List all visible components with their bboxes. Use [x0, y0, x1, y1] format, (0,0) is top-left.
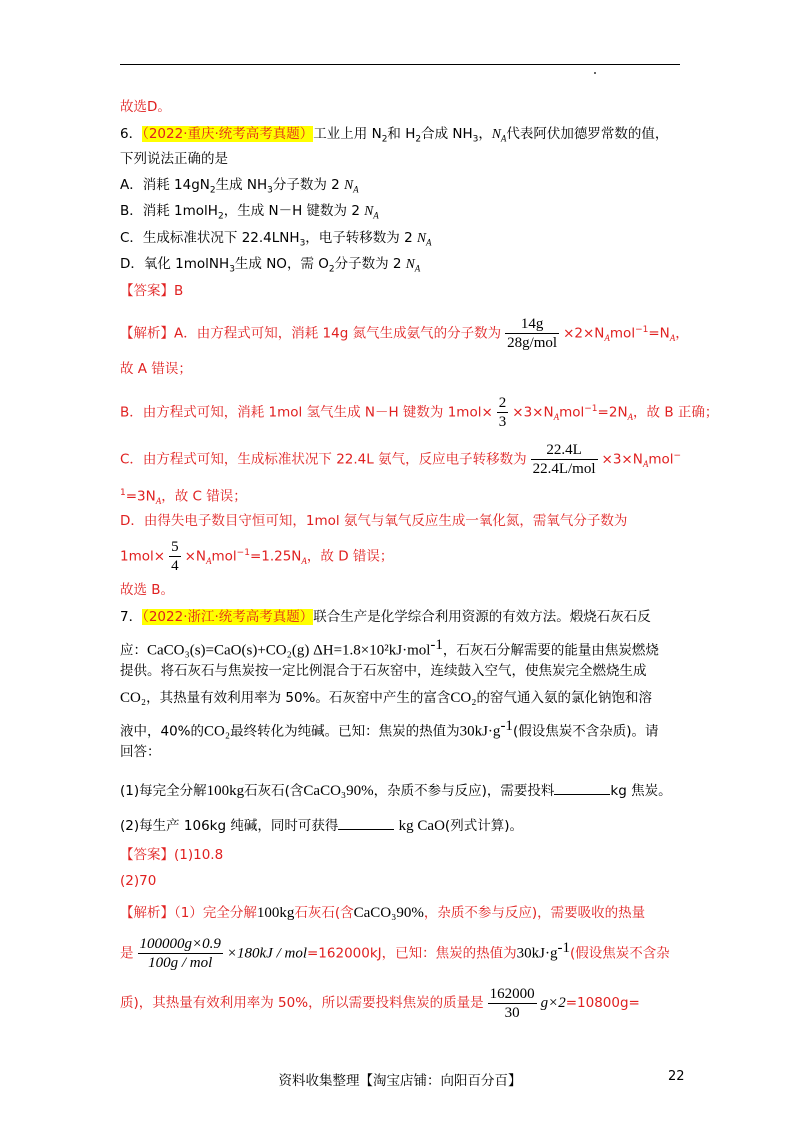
q7-source: （2022·浙江·统考高考真题） [142, 609, 314, 625]
header-rule [120, 64, 680, 65]
q6-stem-line2: 下列说法正确的是 [120, 151, 228, 167]
q7-number: 7． [120, 609, 143, 625]
q6-answer: 【答案】B [120, 283, 184, 299]
q7-stem-line3: 提供。将石灰石与焦炭按一定比例混合于石灰窑中，连续鼓入空气，使焦炭完全燃烧生成 [120, 663, 647, 679]
q6-conclusion: 故选 B。 [120, 582, 175, 598]
page-number: 22 [668, 1069, 685, 1084]
fraction-162000: $\frac{162000}{30}$ [489, 985, 535, 1021]
q6-stem-line1: 6．（2022·重庆·统考高考真题）工业上用 $N_2$和 $H_2$合成 $NH_3$，$N_A$代表阿伏加德罗常数的值， [120, 126, 669, 145]
q6-source: （2022·重庆·统考高考真题） [142, 126, 314, 142]
q7-explanation-line2: 是 $\frac{100000g\times 0.9}{\text{100g / mol}}$ ×180kJ / mol=162000kJ，已知：焦炭的热值为$30kJ\cdot g^{-1}$(假设焦炭不含杂 [120, 936, 670, 971]
q6-explanation-b: B．由方程式可知，消耗 1mol 氢气生成 N－H 键数为 1mol× $\frac{2}{3}$ $\times 3\times N_Amol^{-1}=2N_A$，故 B 正确； [120, 395, 719, 430]
fraction-2-3: $\frac{2}{3}$ [498, 395, 507, 430]
q7-stem-line5: 液中，40%的CO₂最终转化为纯碱。已知：焦炭的热值为$30kJ\cdot g^{-1}$(假设焦炭不含杂质)。请 [120, 718, 659, 740]
q7-subquestion-1: (1)每完全分解100kg石灰石(含CaCO₃90%，杂质不参与反应)，需要投料 kg 焦炭。 [120, 780, 672, 801]
answer-blank-1 [554, 780, 610, 795]
q6-explanation-d: D．由得失电子数目守恒可知，1mol 氨气与氧气反应生成一氧化氮，需氧气分子数为 [120, 513, 628, 529]
q7-stem-line2: 应：CaCO₃(s)=CaO(s)+CO₂(g) ΔH=1.8×10²kJ·mol$^{-1}$，石灰石分解需要的能量由焦炭燃烧 [120, 637, 659, 659]
q7-explanation-line3: 质)，其热量有效利用率为 50%，所以需要投料焦炭的质量是 $\frac{162000}{30}$ g×2=10800g= [120, 985, 640, 1021]
q6-option-d: D．氧化 1molNH$_3$生成 NO，需 $O_2$分子数为 2 $N_A$ [120, 256, 421, 275]
header-dot [594, 72, 596, 74]
fraction-100000: $\frac{100000g\times 0.9}{\text{100g / mol}}$ [139, 936, 221, 971]
q7-stem-line4: CO₂，其热量有效利用率为 50%。石灰窑中产生的富含CO₂的窑气通入氨的氯化钠饱和溶 [120, 690, 652, 706]
q6-number: 6． [120, 126, 143, 142]
q7-answer-2: (2)70 [120, 873, 157, 889]
q6-explanation-a-line2: 故 A 错误； [120, 361, 192, 377]
q7-answer-1: 【答案】(1)10.8 [120, 847, 224, 863]
q7-subquestion-2: (2)每生产 106kg 纯碱，同时可获得 kg CaO(列式计算)。 [120, 815, 523, 836]
prev-conclusion: 故选D。 [120, 99, 171, 115]
fraction-14g: $\frac{14g}{\text{28g/mol}}$ [507, 316, 558, 351]
fraction-5-4: $\frac{5}{4}$ [171, 539, 179, 574]
page-footer: 资料收集整理【淘宝店铺：向阳百分百】 [278, 1073, 522, 1089]
q6-explanation-c-line2: $^1=3N_A$，故 C 错误； [120, 488, 247, 507]
q7-stem-line6: 回答： [120, 744, 161, 760]
q6-option-c: C．生成标准状况下 $22.4LNH_3$，电子转移数为 2 $N_A$ [120, 230, 432, 249]
answer-blank-2 [338, 815, 394, 830]
q6-option-a: A．消耗 $14gN_2$生成 $NH_3$分子数为 2 $N_A$ [120, 177, 359, 196]
q6-explanation-d-line2: 1mol× $\frac{5}{4}$ $\times N_Amol^{-1}=1.25N_A$，故 D 错误； [120, 539, 394, 574]
fraction-22.4: $\frac{22.4L}{\text{22.4L/mol}}$ [532, 442, 596, 477]
q7-explanation-line1: 【解析】（1）完全分解100kg石灰石(含CaCO₃90%，杂质不参与反应)，需要吸收的热量 [120, 905, 646, 921]
q6-explanation-c: C．由方程式可知，生成标准状况下 22.4L 氨气，反应电子转移数为 $\frac{22.4L}{\text{22.4L/mol}}$ $\times 3\times N_Amol^-$ [120, 442, 682, 477]
q6-option-b: B．消耗 1molH$_2$，生成 N－H 键数为 2 $N_A$ [120, 203, 379, 222]
q7-stem-line1: 7．（2022·浙江·统考高考真题）联合生产是化学综合利用资源的有效方法。煅烧石灰石反 [120, 609, 651, 625]
q6-explanation-a: 【解析】A．由方程式可知，消耗 14g 氮气生成氨气的分子数为 $\frac{14g}{\text{28g/mol}}$ $\times 2\times N_Amol^{-1}=N_A$， [120, 316, 689, 351]
